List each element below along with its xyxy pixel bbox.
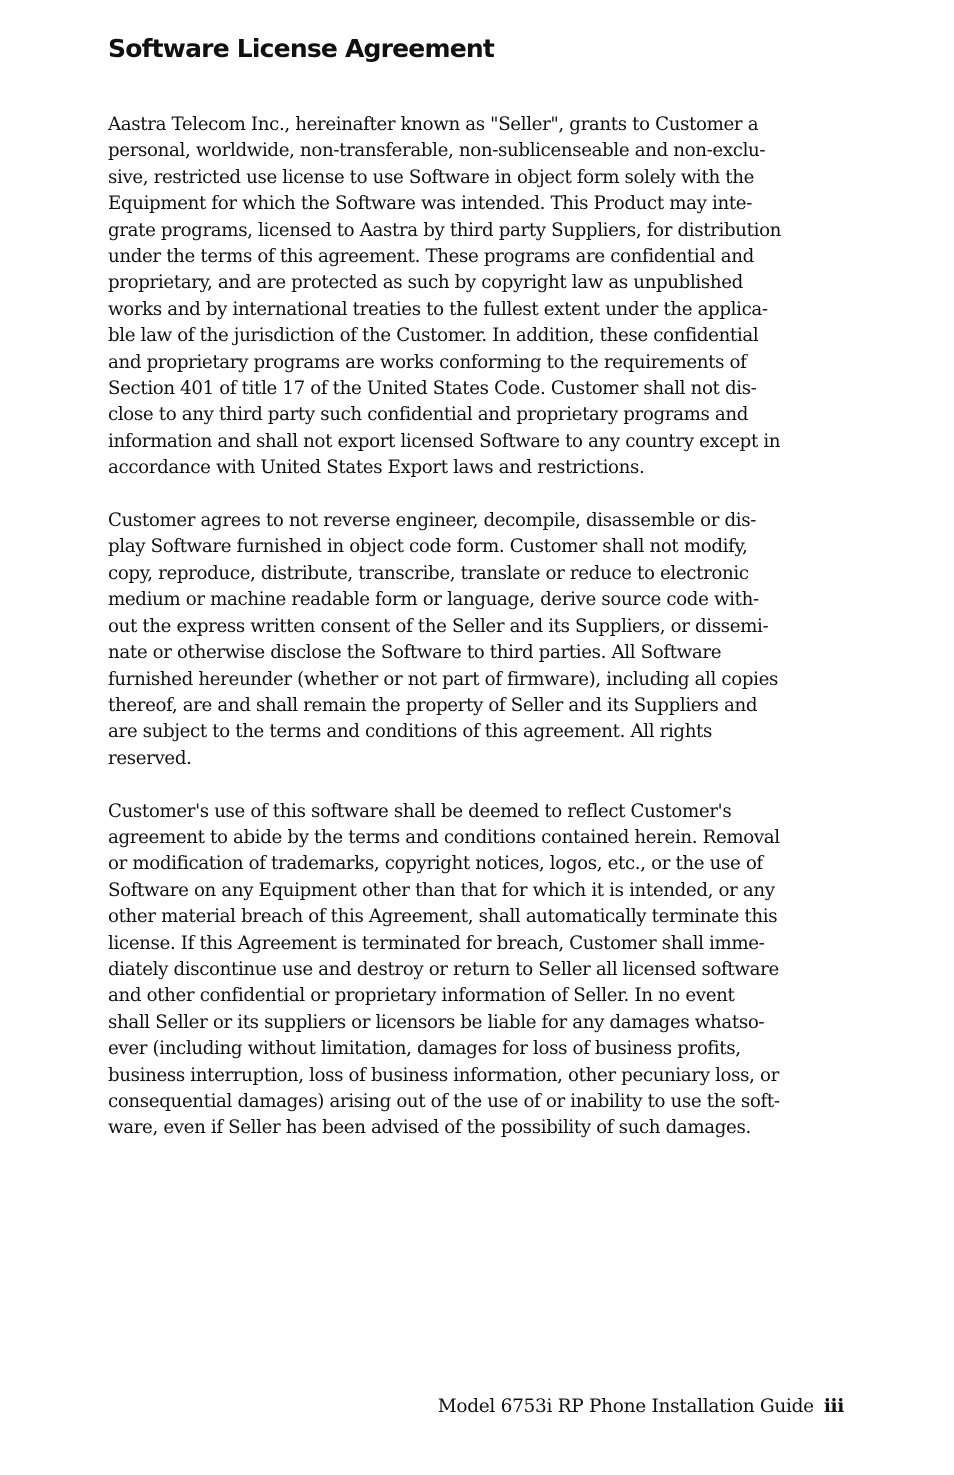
page-footer [438,1396,844,1417]
page-number: iii [823,1396,844,1417]
page-title: Software License Agreement [108,34,495,63]
footer-guide-title: Model 6753i RP Phone Installation Guide [437,1396,814,1417]
paragraph-restrictions: Customer agrees to not reverse engineer, decompile, disassemble or dis- play Software furnished in object code form. Customer shall not modify, copy, reproduce, distribute, transcribe, translate or reduce to electronic medium or machine readable form or language, derive source code with- out the express written consent of the Seller and its Suppliers, or dissemi- nate or otherwise disclose the Software to third parties. All Software furnished hereunder (whether or not part of firmware), including all copies thereof, are and shall remain the property of Seller and its Suppliers and are subject to the terms and conditions of this agreement. All rights reserved. [108,510,779,769]
paragraph-termination: Customer's use of this software shall be deemed to reflect Customer's agreement to abide by the terms and conditions contained herein. Removal or modification of trademarks, copyright notices, logos, etc., or the use of Software on any Equipment other than that for which it is intended, or any other material breach of this Agreement, shall automatically terminate this license. If this Agreement is terminated for breach, Customer shall imme- diately discontinue use and destroy or return to Seller all licensed software and other confidential or proprietary information of Seller. In no event shall Seller or its suppliers or licensors be liable for any damages whatso- ever (including without limitation, damages for loss of business profits, business interruption, loss of business information, other pecuniary loss, or consequential damages) arising out of the use of or inability to use the soft- ware, even if Seller has been advised of the possibility of such damages. [108,800,780,1139]
document-page [108,30,848,1168]
paragraph-license-grant: Aastra Telecom Inc., hereinafter known as "Seller", grants to Customer a personal, worldwide, non-transferable, non-sublicenseable and non-exclu- sive, restricted use license to use Software in object form solely with the Equipment for which the Software was intended. This Product may inte- grate programs, licensed to Aastra by third party Suppliers, for distribution under the terms of this agreement. These programs are confidential and proprietary, and are protected as such by copyright law as unpublished works and by international treaties to the fullest extent under the applica- ble law of the jurisdiction of the Customer. In addition, these confidential and proprietary programs are works conforming to the requirements of Section 401 of title 17 of the United States Code. Customer shall not dis- close to any third party such confidential and proprietary programs and information and shall not export licensed Software to any country except in accordance with United States Export laws and restrictions. [108,114,782,479]
